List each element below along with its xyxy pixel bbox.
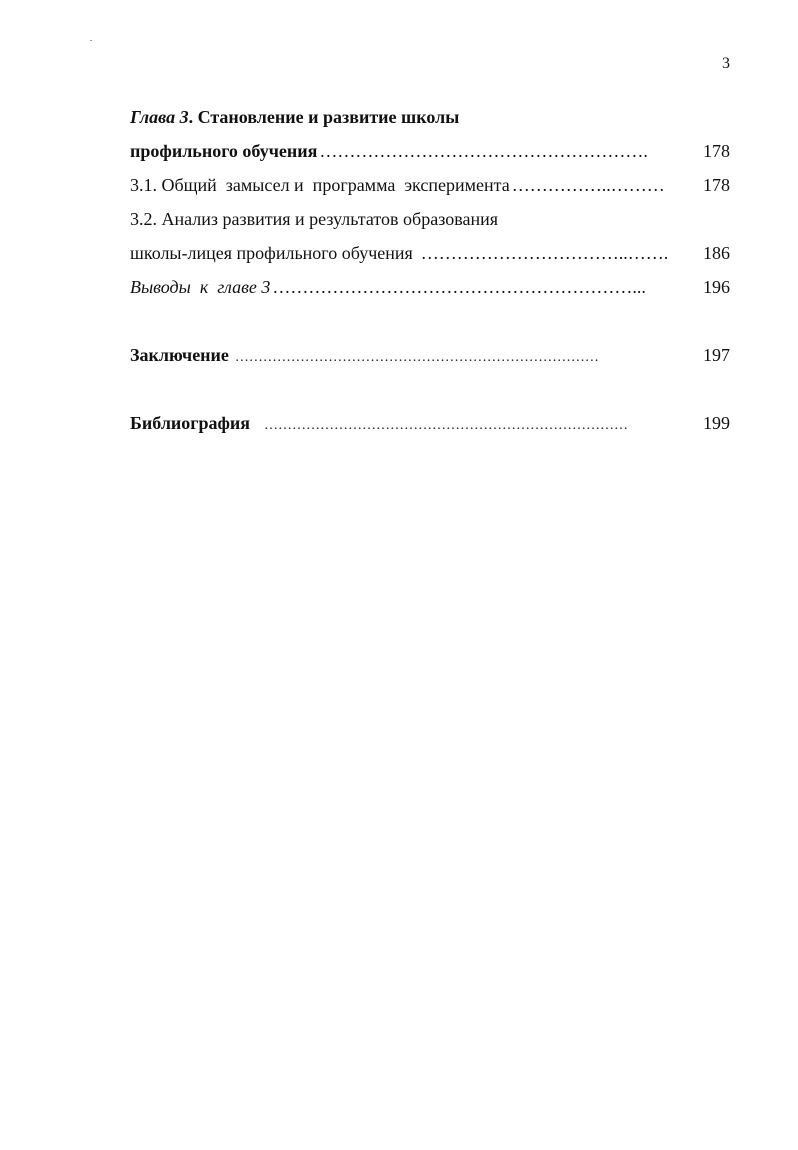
section-3-2-leader-dots: ……………………………..……. <box>420 243 669 263</box>
section-3-2-text-line1: 3.2. Анализ развития и результатов образования <box>130 209 498 229</box>
toc-conclusions-chapter-3[interactable] <box>130 270 730 304</box>
section-3-2-page: 186 <box>703 243 730 263</box>
conclusions-page: 196 <box>703 277 730 297</box>
bibliography-leader-dots: …………………………………………………………………… <box>264 418 629 433</box>
section-3-2-text-line2: школы-лицея профильного обучения <box>130 243 413 263</box>
toc-chapter-title-line <box>130 100 730 134</box>
bibliography-page: 199 <box>703 413 730 433</box>
toc-conclusion[interactable] <box>130 338 730 372</box>
toc-section-3-1[interactable] <box>130 168 730 202</box>
chapter-page: 178 <box>703 141 730 161</box>
conclusion-page: 197 <box>703 345 730 365</box>
section-3-1-text: 3.1. Общий замысел и программа эксперимента <box>130 175 510 195</box>
section-3-1-leader-dots: ……………..……… <box>511 175 665 195</box>
table-of-contents <box>130 100 730 440</box>
chapter-title-part2: профильного обучения <box>130 141 318 161</box>
conclusion-text: Заключение <box>130 345 229 365</box>
conclusions-text: Выводы к главе 3 <box>130 277 271 297</box>
chapter-leader-dots: ………………………………………………. <box>319 141 648 161</box>
toc-section-3-2-line1 <box>130 202 730 236</box>
conclusion-leader-dots: …………………………………………………………………… <box>234 350 599 365</box>
section-3-1-page: 178 <box>703 175 730 195</box>
spacer <box>130 304 730 338</box>
chapter-title-part1: . Становление и развитие школы <box>188 107 460 127</box>
conclusions-leader-dots: ……………………………………………………... <box>272 277 646 297</box>
toc-chapter-entry[interactable] <box>130 134 730 168</box>
toc-section-3-2[interactable] <box>130 236 730 270</box>
scan-speck <box>90 40 92 41</box>
chapter-label: Глава 3 <box>130 107 189 127</box>
page-number: 3 <box>722 55 730 72</box>
toc-bibliography[interactable] <box>130 406 730 440</box>
spacer <box>130 372 730 406</box>
bibliography-text: Библиография <box>130 413 251 433</box>
